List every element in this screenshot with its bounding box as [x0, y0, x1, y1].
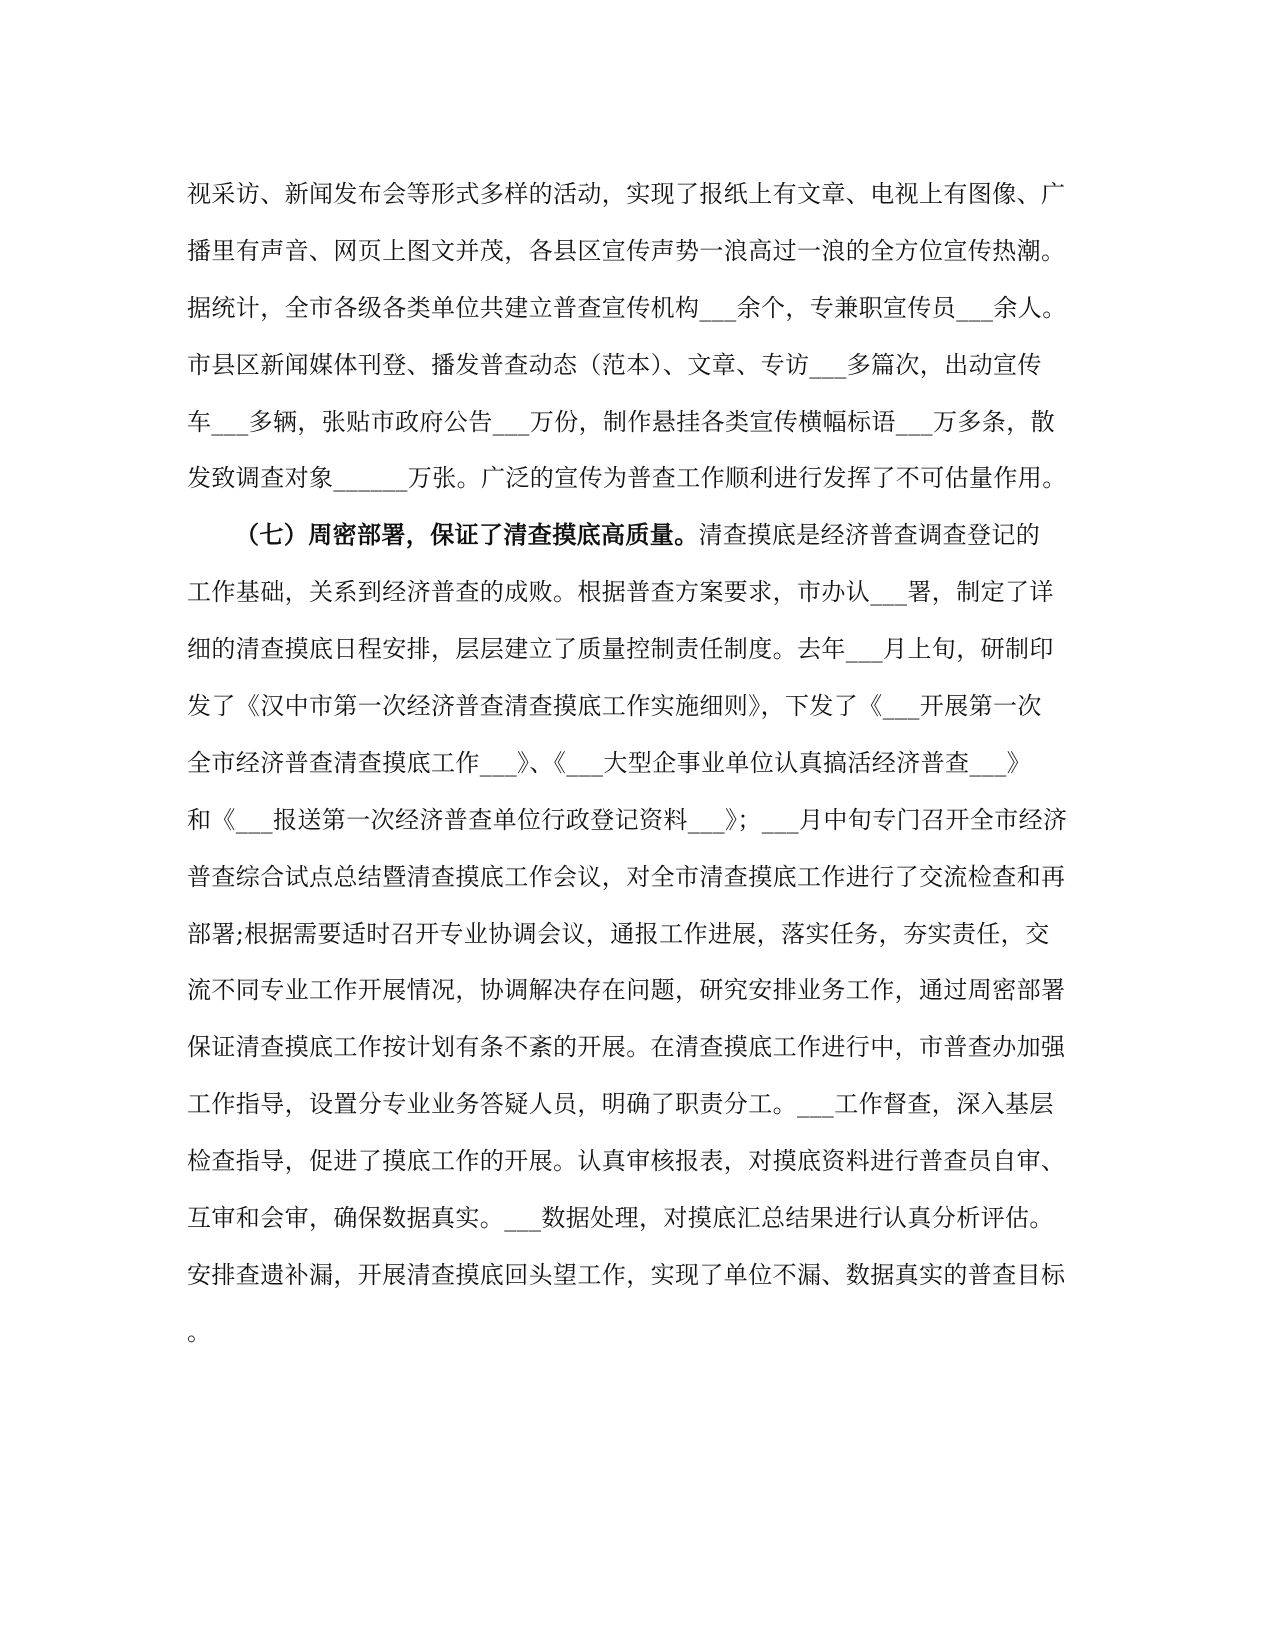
text-line: 细的清查摸底日程安排，层层建立了质量控制责任制度。去年___月上旬，研制印	[187, 635, 1054, 664]
text-line: 流不同专业工作开展情况，协调解决存在问题，研究安排业务工作，通过周密部署	[187, 976, 1066, 1005]
text-line: 部署;根据需要适时召开专业协调会议，通报工作进展，落实任务，夯实责任，交	[187, 919, 1050, 948]
text-line: 保证清查摸底工作按计划有条不紊的开展。在清查摸底工作进行中，市普查办加强	[187, 1033, 1066, 1062]
text-line: 普查综合试点总结暨清查摸底工作会议，对全市清查摸底工作进行了交流检查和再	[187, 862, 1066, 891]
text-line: 工作指导，设置分专业业务答疑人员，明确了职责分工。___工作督查，深入基层	[187, 1090, 1054, 1119]
text-line: 互审和会审，确保数据真实。___数据处理，对摸底汇总结果进行认真分析评估。	[187, 1204, 1054, 1233]
section-first-line-text: 清查摸底是经济普查调查登记的	[698, 521, 1041, 550]
text-line: 全市经济普查清查摸底工作___》、《___大型企事业单位认真搞活经济普查___》	[187, 748, 1031, 777]
text-line: 发了《汉中市第一次经济普查清查摸底工作实施细则》，下发了《___开展第一次	[187, 692, 1042, 721]
text-line: 工作基础，关系到经济普查的成败。根据普查方案要求，市办认___署，制定了详	[187, 578, 1054, 607]
text-line: 车___多辆，张贴市政府公告___万份，制作悬挂各类宣传横幅标语___万多条，散	[187, 407, 1055, 436]
text-line: 发致调查对象______万张。广泛的宣传为普查工作顺利进行发挥了不可估量作用。	[187, 464, 1067, 493]
text-line: 市县区新闻媒体刊登、播发普查动态（范本）、文章、专访___多篇次，出动宣传	[187, 350, 1042, 379]
text-line: 。	[187, 1317, 212, 1346]
body-text	[187, 166, 1087, 1361]
text-line: 安排查遗补漏，开展清查摸底回头望工作，实现了单位不漏、数据真实的普查目标	[187, 1260, 1066, 1289]
section-heading: （七）周密部署，保证了清查摸底高质量。	[235, 520, 699, 550]
text-line: 视采访、新闻发布会等形式多样的活动，实现了报纸上有文章、电视上有图像、广	[187, 180, 1066, 208]
section-first-line	[187, 507, 1087, 564]
text-line: 据统计，全市各级各类单位共建立普查宣传机构___余个，专兼职宣传员___余人。	[187, 293, 1067, 322]
text-line: 和《___报送第一次经济普查单位行政登记资料___》；___月中旬专门召开全市经济	[187, 805, 1068, 834]
text-line: 检查指导，促进了摸底工作的开展。认真审核报表，对摸底资料进行普查员自审、	[187, 1147, 1066, 1176]
text-line: 播里有声音、网页上图文并茂，各县区宣传声势一浪高过一浪的全方位宣传热潮。	[187, 236, 1066, 265]
